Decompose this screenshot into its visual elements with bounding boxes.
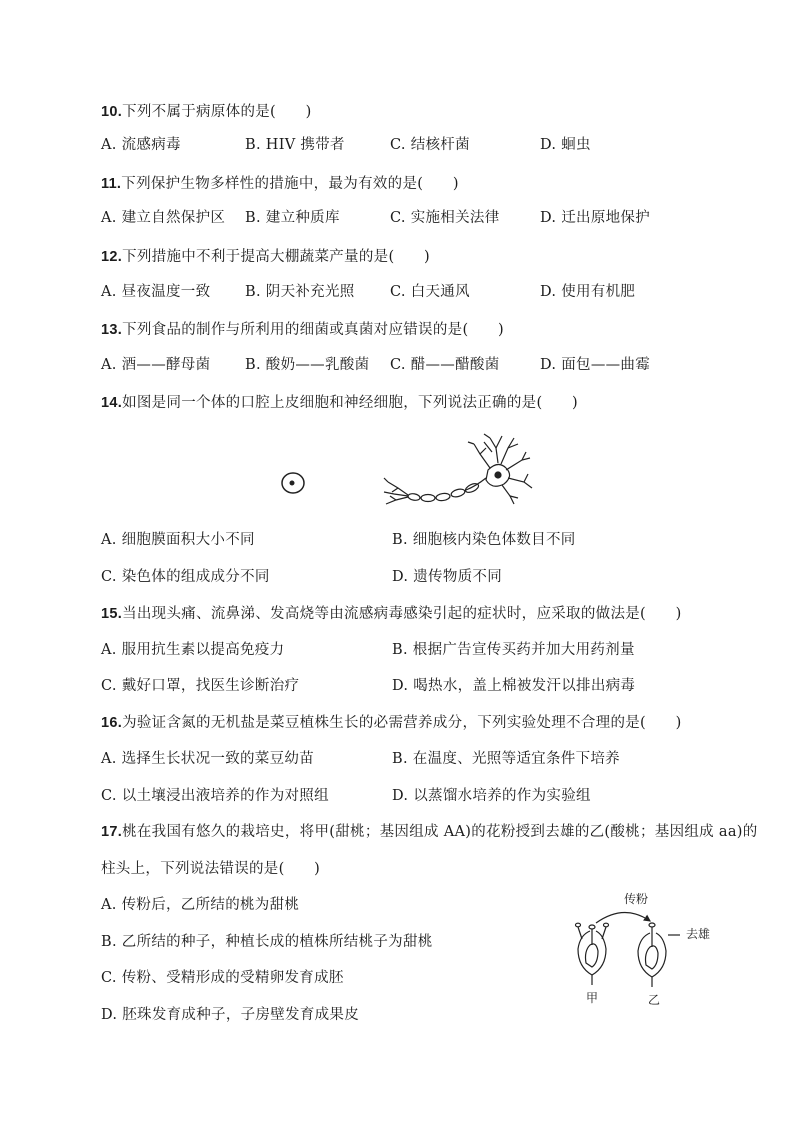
q12-option-d: D. 使用有机肥 (540, 284, 636, 300)
q12-option-a: A. 昼夜温度一致 (101, 284, 211, 300)
label-jia: 甲 (586, 991, 599, 1005)
q14-option-a: A. 细胞膜面积大小不同 (101, 532, 255, 548)
question-16-stem: 16.为验证含氮的无机盐是菜豆植株生长的必需营养成分，下列实验处理不合理的是( ) (101, 715, 682, 731)
label-pollination: 传粉 (624, 892, 649, 906)
q16-option-b: B. 在温度、光照等适宜条件下培养 (392, 751, 620, 767)
q12-option-b: B. 阴天补充光照 (245, 284, 355, 300)
q10-option-b: B. HIV 携带者 (245, 137, 345, 153)
question-13-stem: 13.下列食品的制作与所利用的细菌或真菌对应错误的是( ) (101, 322, 504, 338)
question-15-stem: 15.当出现头痛、流鼻涕、发高烧等由流感病毒感染引起的症状时，应采取的做法是( ) (101, 606, 682, 622)
q14-option-c: C. 染色体的组成成分不同 (101, 569, 270, 585)
question-11-stem: 11.下列保护生物多样性的措施中，最为有效的是( ) (101, 176, 459, 192)
question-17-stem: 17.桃在我国有悠久的栽培史，将甲(甜桃；基因组成 AA)的花粉授到去雄的乙(酸桃；基因组成 aa)的 (101, 824, 758, 840)
q11-option-c: C. 实施相关法律 (390, 210, 500, 226)
epithelial-cell-figure (278, 468, 308, 498)
q13-option-b: B. 酸奶——乳酸菌 (245, 357, 370, 373)
q13-option-a: A. 酒——酵母菌 (101, 357, 211, 373)
flower-pollination-figure (568, 905, 688, 995)
q14-option-d: D. 遗传物质不同 (392, 569, 503, 585)
label-emasculation: 去雄 (686, 927, 711, 941)
q11-option-a: A. 建立自然保护区 (101, 210, 226, 226)
q17-option-a: A. 传粉后，乙所结的桃为甜桃 (101, 897, 300, 913)
q13-option-c: C. 醋——醋酸菌 (390, 357, 500, 373)
q11-option-b: B. 建立种质库 (245, 210, 340, 226)
q15-option-d: D. 喝热水，盖上棉被发汗以排出病毒 (392, 678, 636, 694)
q16-option-d: D. 以蒸馏水培养的作为实验组 (392, 788, 591, 804)
q17-option-d: D. 胚珠发育成种子，子房壁发育成果皮 (101, 1007, 360, 1023)
q15-option-a: A. 服用抗生素以提高免疫力 (101, 642, 285, 658)
q16-option-c: C. 以土壤浸出液培养的作为对照组 (101, 788, 329, 804)
q17-option-c: C. 传粉、受精形成的受精卵发育成胚 (101, 970, 344, 986)
q11-option-d: D. 迁出原地保护 (540, 210, 651, 226)
q17-option-b: B. 乙所结的种子，种植长成的植株所结桃子为甜桃 (101, 934, 433, 950)
question-12-stem: 12.下列措施中不利于提高大棚蔬菜产量的是( ) (101, 249, 430, 265)
q12-option-c: C. 白天通风 (390, 284, 470, 300)
label-yi: 乙 (648, 993, 661, 1007)
neuron-figure (380, 430, 535, 510)
q15-option-b: B. 根据广告宣传买药并加大用药剂量 (392, 642, 635, 658)
q13-option-d: D. 面包——曲霉 (540, 357, 651, 373)
q10-option-d: D. 蛔虫 (540, 137, 591, 153)
q15-option-c: C. 戴好口罩，找医生诊断治疗 (101, 678, 300, 694)
question-14-stem: 14.如图是同一个体的口腔上皮细胞和神经细胞，下列说法正确的是( ) (101, 395, 578, 411)
question-17-stem-continued: 柱头上，下列说法错误的是( ) (101, 861, 321, 877)
q10-option-a: A. 流感病毒 (101, 137, 181, 153)
q10-option-c: C. 结核杆菌 (390, 137, 470, 153)
q14-option-b: B. 细胞核内染色体数目不同 (392, 532, 576, 548)
question-10-stem: 10.下列不属于病原体的是( ) (101, 104, 312, 120)
q16-option-a: A. 选择生长状况一致的菜豆幼苗 (101, 751, 314, 767)
